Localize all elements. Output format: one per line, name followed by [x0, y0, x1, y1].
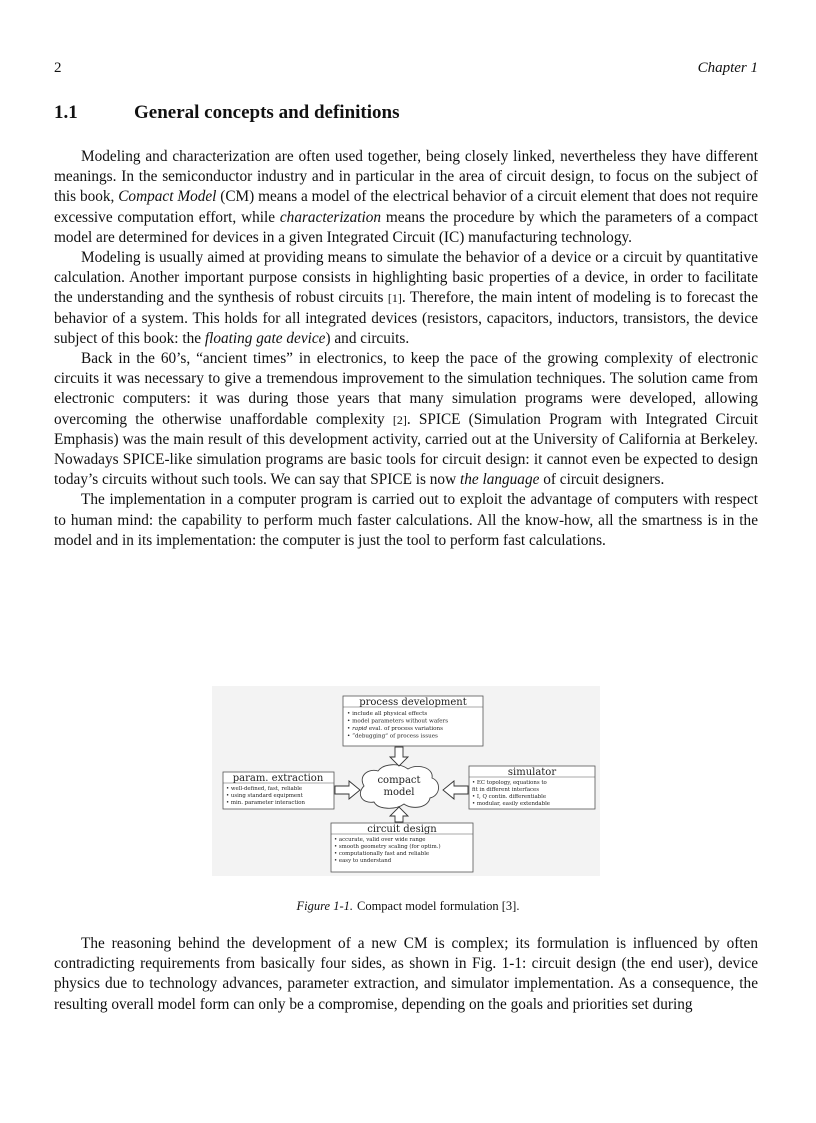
cloud-label-line2: model — [383, 787, 415, 798]
paragraph-2-text-d: ) and circuits. — [325, 329, 410, 347]
simulator-title: simulator — [507, 767, 557, 778]
extraction-item-3: min. parameter interaction — [230, 800, 306, 806]
paragraph-1-emphasis-characterization: characterization — [279, 208, 382, 226]
extraction-item-2: using standard equipment — [230, 793, 303, 799]
svg-text:• min. parameter interaction: • min. parameter interaction — [226, 800, 306, 806]
process-item-2: model parameters without wafers — [352, 718, 449, 725]
citation-2: [2] — [392, 412, 407, 427]
body-text-lower — [54, 934, 758, 1015]
simulator-item-1: EC topology, equations to — [476, 780, 547, 786]
figure-caption — [0, 899, 816, 914]
process-development-title: process development — [359, 697, 467, 708]
svg-text:• rapid eval. of process varia: • rapid eval. of process variations — [347, 726, 443, 732]
svg-text:• I, Q contin. differentiable: • I, Q contin. differentiable — [472, 794, 547, 800]
diagram-svg — [212, 686, 600, 876]
paragraph-2 — [54, 248, 758, 349]
design-item-3: computationally fast and reliable — [338, 851, 430, 857]
section-number: 1.1 — [54, 102, 78, 123]
paragraph-3-text-d: of circuit designers. — [539, 471, 665, 489]
svg-text:• include all physical effects: • include all physical effects — [347, 711, 428, 717]
process-item-3: eval. of process variations — [367, 726, 443, 732]
process-item-1: include all physical effects — [352, 711, 428, 717]
figure-compact-model-diagram — [212, 686, 600, 876]
paragraph-1 — [54, 147, 758, 248]
paragraph-3 — [54, 349, 758, 490]
paragraph-2-emphasis-floating-gate: floating gate device — [204, 329, 326, 347]
design-item-1: accurate, valid over wide range — [338, 837, 426, 843]
page-header — [54, 60, 758, 82]
figure-caption-text: Compact model formulation [3]. — [357, 899, 520, 913]
svg-text:• model parameters without waf: • model parameters without wafers — [347, 718, 449, 725]
design-item-2: smooth geometry scaling (for optim.) — [338, 844, 441, 850]
simulator-item-2: fit in different interfaces — [472, 787, 540, 793]
paragraph-2-text-a: Modeling is usually aimed at providing means to simulate the behavior of a device or a circuit by quantitative calculation. Another important purpose consists in highlighting basic properties of a device, in order to facilitate the understanding and the synthesis of robust circuits — [54, 249, 758, 307]
paragraph-2-text-b: . Therefore, the main intent of modeling is to forecast the behavior of a system. This holds for all integrated devices (resistors, capacitors, inductors, transistors, the device subject of this book: the — [54, 289, 758, 347]
extraction-item-1: well-defined, fast, reliable — [230, 786, 303, 792]
circuit-design-title: circuit design — [367, 824, 437, 835]
paragraph-1-text-c: (CM) means a model of the electrical behavior of a circuit element that does not require excessive computation effort, while — [54, 188, 758, 226]
svg-text:• easy to understand: • easy to understand — [334, 858, 392, 864]
svg-text:• modular, easily extendable: • modular, easily extendable — [472, 801, 550, 807]
svg-text:fit in different interfaces — [472, 787, 539, 793]
svg-text:• smooth geometry scaling (for: • smooth geometry scaling (for optim.) — [334, 844, 441, 850]
param-extraction-title: param. extraction — [232, 773, 324, 784]
figure-caption-label: Figure 1-1. — [296, 899, 353, 913]
section-heading — [54, 102, 399, 124]
svg-text:• EC topology, equations to: • EC topology, equations to — [472, 780, 547, 786]
citation-1: [1] — [387, 291, 402, 306]
svg-text:• using standard equipment: • using standard equipment — [226, 793, 303, 799]
paragraph-1-text-a: Modeling and characterization are often used together, being closely linked, nevertheless they have different meanings. In the semiconductor industry and in particular in the area of circuit design, to focus on the subject of this book, — [54, 148, 758, 206]
body-text-upper — [54, 147, 758, 551]
section-title: General concepts and definitions — [134, 102, 400, 123]
cloud-label-line1: compact — [377, 775, 421, 786]
svg-text:• “debugging” of process issue: • “debugging” of process issues — [347, 733, 438, 740]
page-number: 2 — [54, 60, 62, 76]
svg-text:• computationally fast and rel: • computationally fast and reliable — [334, 851, 430, 857]
chapter-label: Chapter 1 — [697, 60, 758, 76]
process-item-3-prefix: rapid — [352, 726, 368, 732]
design-item-4: easy to understand — [338, 858, 392, 864]
svg-text:• accurate, valid over wide ra: • accurate, valid over wide range — [334, 837, 426, 843]
paragraph-5: The reasoning behind the development of a new CM is complex; its formulation is influenced by often contradicting requirements from basically four sides, as shown in Fig. 1-1: circuit design (the end user), device physics due to technology advances, parameter extraction, and simulator implementation. As a consequence, the resulting overall model form can only be a compromise, depending on the goals and priorities set during — [54, 935, 758, 1013]
paragraph-4: The implementation in a computer program is carried out to exploit the advantage of computers with respect to human mind: the capability to perform much faster calculations. All the know-how, all the smartness is in the model and in its implementation: the computer is just the tool to perform fast calculations. — [54, 491, 758, 549]
simulator-item-3: I, Q contin. differentiable — [476, 794, 547, 800]
paragraph-1-emphasis-compact-model: Compact Model — [118, 188, 217, 206]
paragraph-3-text-a: Back in the 60’s, “ancient times” in electronics, to keep the pace of the growing complexity of electronic circuits it was necessary to give a tremendous improvement to the simulation techniques. The solution came from electronic computers: it was during those years that many simulation programs were developed, allowing overcoming the otherwise unaffordable complexity — [54, 350, 758, 428]
process-item-4: “debugging” of process issues — [352, 733, 438, 740]
paragraph-3-emphasis-language: the language — [459, 471, 540, 489]
simulator-item-4: modular, easily extendable — [476, 801, 550, 807]
svg-text:• well-defined, fast, reliable: • well-defined, fast, reliable — [226, 786, 303, 792]
paragraph-3-text-b: . SPICE (Simulation Program with Integrated Circuit Emphasis) was the main result of this development activity, carried out at the University of California at Berkeley. Nowadays SPICE-like simulation programs are basic tools for circuit design: it cannot even be expected to design today’s circuits without such tools. We can say that SPICE is now — [54, 410, 758, 489]
paragraph-1-text-e: means the procedure by which the parameters of a compact model are determined for devices in a given Integrated Circuit (IC) manufacturing technology. — [54, 208, 758, 246]
